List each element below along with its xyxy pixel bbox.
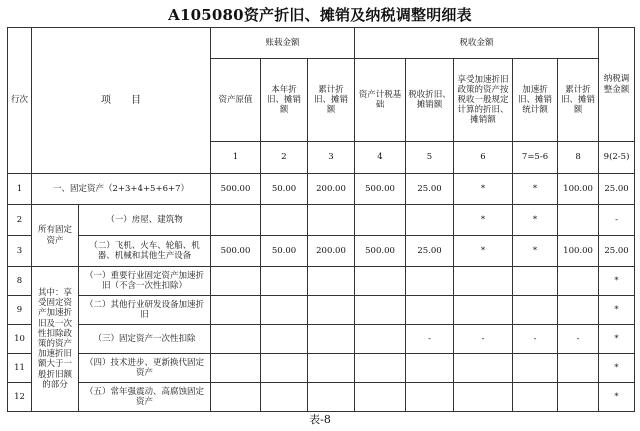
cell-c7 [513,354,558,383]
cell-c4 [355,267,406,296]
cell-c6: * [454,236,513,267]
cell-c5 [406,267,454,296]
row-number: 2 [8,205,32,236]
cell-c8 [558,267,599,296]
col-header-8: 累计折旧、摊销额 [558,59,599,142]
row-item: （二）其他行业研发设备加速折旧 [79,296,211,325]
cell-c9: - [599,205,635,236]
table-row [8,296,635,325]
table-row [8,354,635,383]
page-title: A105080资产折旧、摊销及纳税调整明细表 [168,6,472,24]
col-number-1: 1 [211,142,261,174]
cell-c2: 50.00 [261,174,308,205]
row-number: 8 [8,267,32,296]
table-row [8,205,635,236]
cell-c3 [308,296,355,325]
cell-c4 [355,205,406,236]
cell-c2 [261,354,308,383]
cell-c6 [454,267,513,296]
cell-c8: - [558,325,599,354]
cell-c1 [211,383,261,412]
cell-c8 [558,383,599,412]
cell-c2 [261,205,308,236]
cell-c2 [261,325,308,354]
cell-c1: 500.00 [211,174,261,205]
cell-c5 [406,354,454,383]
cell-c5 [406,205,454,236]
col-header-1: 资产原值 [211,59,261,142]
cell-c7 [513,267,558,296]
cell-c1 [211,325,261,354]
cell-c7: - [513,325,558,354]
col-header-3: 累计折旧、摊销额 [308,59,355,142]
adjust-header: 纳税调整金额 [599,28,635,142]
row-number: 9 [8,296,32,325]
book-amount-header: 账载金额 [211,28,355,59]
cell-c2 [261,383,308,412]
cell-c6: - [454,325,513,354]
col-header-2: 本年折旧、摊销额 [261,59,308,142]
col-header-6: 享受加速折旧政策的资产按税收一般规定计算的折旧、摊销额 [454,59,513,142]
cell-c5: 25.00 [406,236,454,267]
cell-c7 [513,383,558,412]
col-number-3: 3 [308,142,355,174]
cell-c1 [211,205,261,236]
cell-c3: 200.00 [308,236,355,267]
col-number-9: 9(2-5) [599,142,635,174]
col-header-4: 资产计税基础 [355,59,406,142]
col-number-2: 2 [261,142,308,174]
cell-c9: 25.00 [599,236,635,267]
depreciation-adjustment-table [7,27,635,412]
cell-c8 [558,205,599,236]
cell-c1 [211,354,261,383]
cell-c8: 100.00 [558,236,599,267]
row-no-header: 行次 [8,28,32,174]
cell-c3 [308,383,355,412]
cell-c7: * [513,174,558,205]
row-number: 3 [8,236,32,267]
page-footer: 表-8 [309,413,331,426]
group-label-fixed-assets: 所有固定资产 [32,205,79,267]
cell-c3 [308,325,355,354]
cell-c7: * [513,236,558,267]
cell-c9: * [599,354,635,383]
row-item: （五）常年强震动、高腐蚀固定资产 [79,383,211,412]
col-number-7: 7=5-6 [513,142,558,174]
cell-c7 [513,296,558,325]
row-number: 11 [8,354,32,383]
cell-c8 [558,296,599,325]
cell-c4 [355,383,406,412]
cell-c4: 500.00 [355,174,406,205]
cell-c4 [355,354,406,383]
cell-c6: * [454,174,513,205]
row-number: 10 [8,325,32,354]
cell-c5: 25.00 [406,174,454,205]
cell-c4 [355,296,406,325]
row-number: 1 [8,174,32,205]
cell-c2 [261,267,308,296]
table-row [8,383,635,412]
col-header-5: 税收折旧、摊销额 [406,59,454,142]
cell-c9: * [599,383,635,412]
cell-c6 [454,354,513,383]
cell-c9: * [599,267,635,296]
row-item: （二）飞机、火车、轮船、机器、机械和其他生产设备 [79,236,211,267]
table-row [8,325,635,354]
cell-c7: * [513,205,558,236]
table-row [8,267,635,296]
tax-amount-header: 税收金额 [355,28,599,59]
row-number: 12 [8,383,32,412]
row-item: （一）房屋、建筑物 [79,205,211,236]
cell-c8: 100.00 [558,174,599,205]
col-header-7: 加速折旧、摊销统计额 [513,59,558,142]
group-label-accelerated: 其中：享受固定资产加速折旧及一次性扣除政策的资产加速折旧额大于一般折旧额的部分 [32,267,79,412]
table-row [8,236,635,267]
col-number-8: 8 [558,142,599,174]
cell-c5 [406,383,454,412]
cell-c3 [308,205,355,236]
cell-c5 [406,296,454,325]
row-item: （三）固定资产一次性扣除 [79,325,211,354]
cell-c6 [454,383,513,412]
row-item: （四）技术进步、更新换代固定资产 [79,354,211,383]
cell-c8 [558,354,599,383]
cell-c1 [211,296,261,325]
cell-c9: * [599,325,635,354]
cell-c3: 200.00 [308,174,355,205]
cell-c1: 500.00 [211,236,261,267]
cell-c2 [261,296,308,325]
cell-c3 [308,354,355,383]
row-item: 一、固定资产（2+3+4+5+6+7） [32,174,211,205]
cell-c5: - [406,325,454,354]
col-number-4: 4 [355,142,406,174]
cell-c4 [355,325,406,354]
col-number-5: 5 [406,142,454,174]
row-item: （一）重要行业固定资产加速折旧（不含一次性扣除） [79,267,211,296]
cell-c9: 25.00 [599,174,635,205]
table-row [8,174,635,205]
cell-c6 [454,296,513,325]
cell-c4: 500.00 [355,236,406,267]
item-header: 项 目 [32,28,211,174]
cell-c9: * [599,296,635,325]
cell-c3 [308,267,355,296]
cell-c2: 50.00 [261,236,308,267]
cell-c1 [211,267,261,296]
cell-c6: * [454,205,513,236]
col-number-6: 6 [454,142,513,174]
